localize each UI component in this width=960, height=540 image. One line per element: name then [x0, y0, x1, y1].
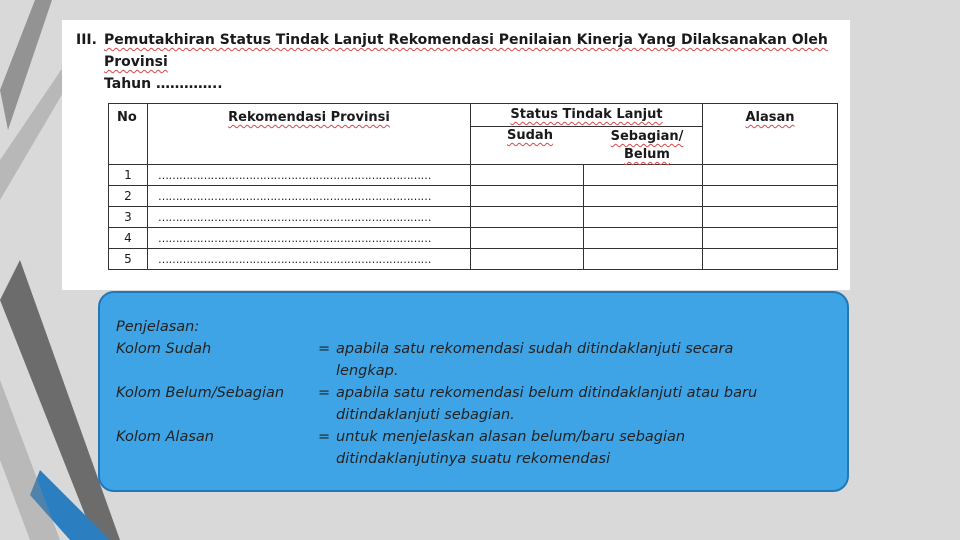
recommendation-table [108, 103, 838, 270]
title-line-2: Tahun ………….. [104, 76, 223, 92]
title-line-1: Pemutakhiran Status Tindak Lanjut Rekomendasi Penilaian Kinerja Yang Dilaksanakan Oleh Provinsi [104, 32, 828, 70]
explanation-desc-sudah-1: apabila satu rekomendasi sudah ditindaklanjuti secara [336, 341, 734, 357]
explanation-desc-alasan-1: untuk menjelaskan alasan belum/baru sebagian [336, 429, 686, 445]
explanation-desc-belum-1: apabila satu rekomendasi belum ditindaklanjuti atau baru [336, 385, 758, 401]
header-sudah: Sudah [507, 128, 553, 143]
header-no: No [109, 104, 148, 165]
table-row: 5 …………………………………………………………………… [109, 249, 838, 270]
explanation-label-belum: Kolom Belum/Sebagian [116, 385, 285, 401]
explanation-label-sudah: Kolom Sudah [116, 341, 212, 357]
explanation-panel [98, 291, 849, 492]
explanation-label-alasan: Kolom Alasan [116, 429, 214, 445]
header-alasan: Alasan [703, 104, 838, 165]
explanation-sep: = [318, 341, 331, 357]
table-row: 2 …………………………………………………………………… [109, 186, 838, 207]
explanation-heading: Penjelasan: [116, 319, 200, 335]
explanation-desc-sudah-2: lengkap. [336, 363, 399, 379]
header-rekomendasi: Rekomendasi Provinsi [148, 104, 471, 165]
table-header-row [109, 104, 838, 165]
table-row: 1 …………………………………………………………………… [109, 165, 838, 186]
header-status-title: Status Tindak Lanjut [510, 107, 663, 122]
table-row: 4 …………………………………………………………………… [109, 228, 838, 249]
table-row: 3 …………………………………………………………………… [109, 207, 838, 228]
section-number: III. [76, 32, 97, 48]
header-status [471, 104, 703, 165]
document-image [62, 20, 850, 290]
explanation-sep: = [318, 429, 331, 445]
header-sebagian: Sebagian/ Belum [610, 129, 684, 162]
explanation-desc-belum-2: ditindaklanjuti sebagian. [336, 407, 515, 423]
explanation-desc-alasan-2: ditindaklanjutinya suatu rekomendasi [336, 451, 611, 467]
explanation-sep: = [318, 385, 331, 401]
